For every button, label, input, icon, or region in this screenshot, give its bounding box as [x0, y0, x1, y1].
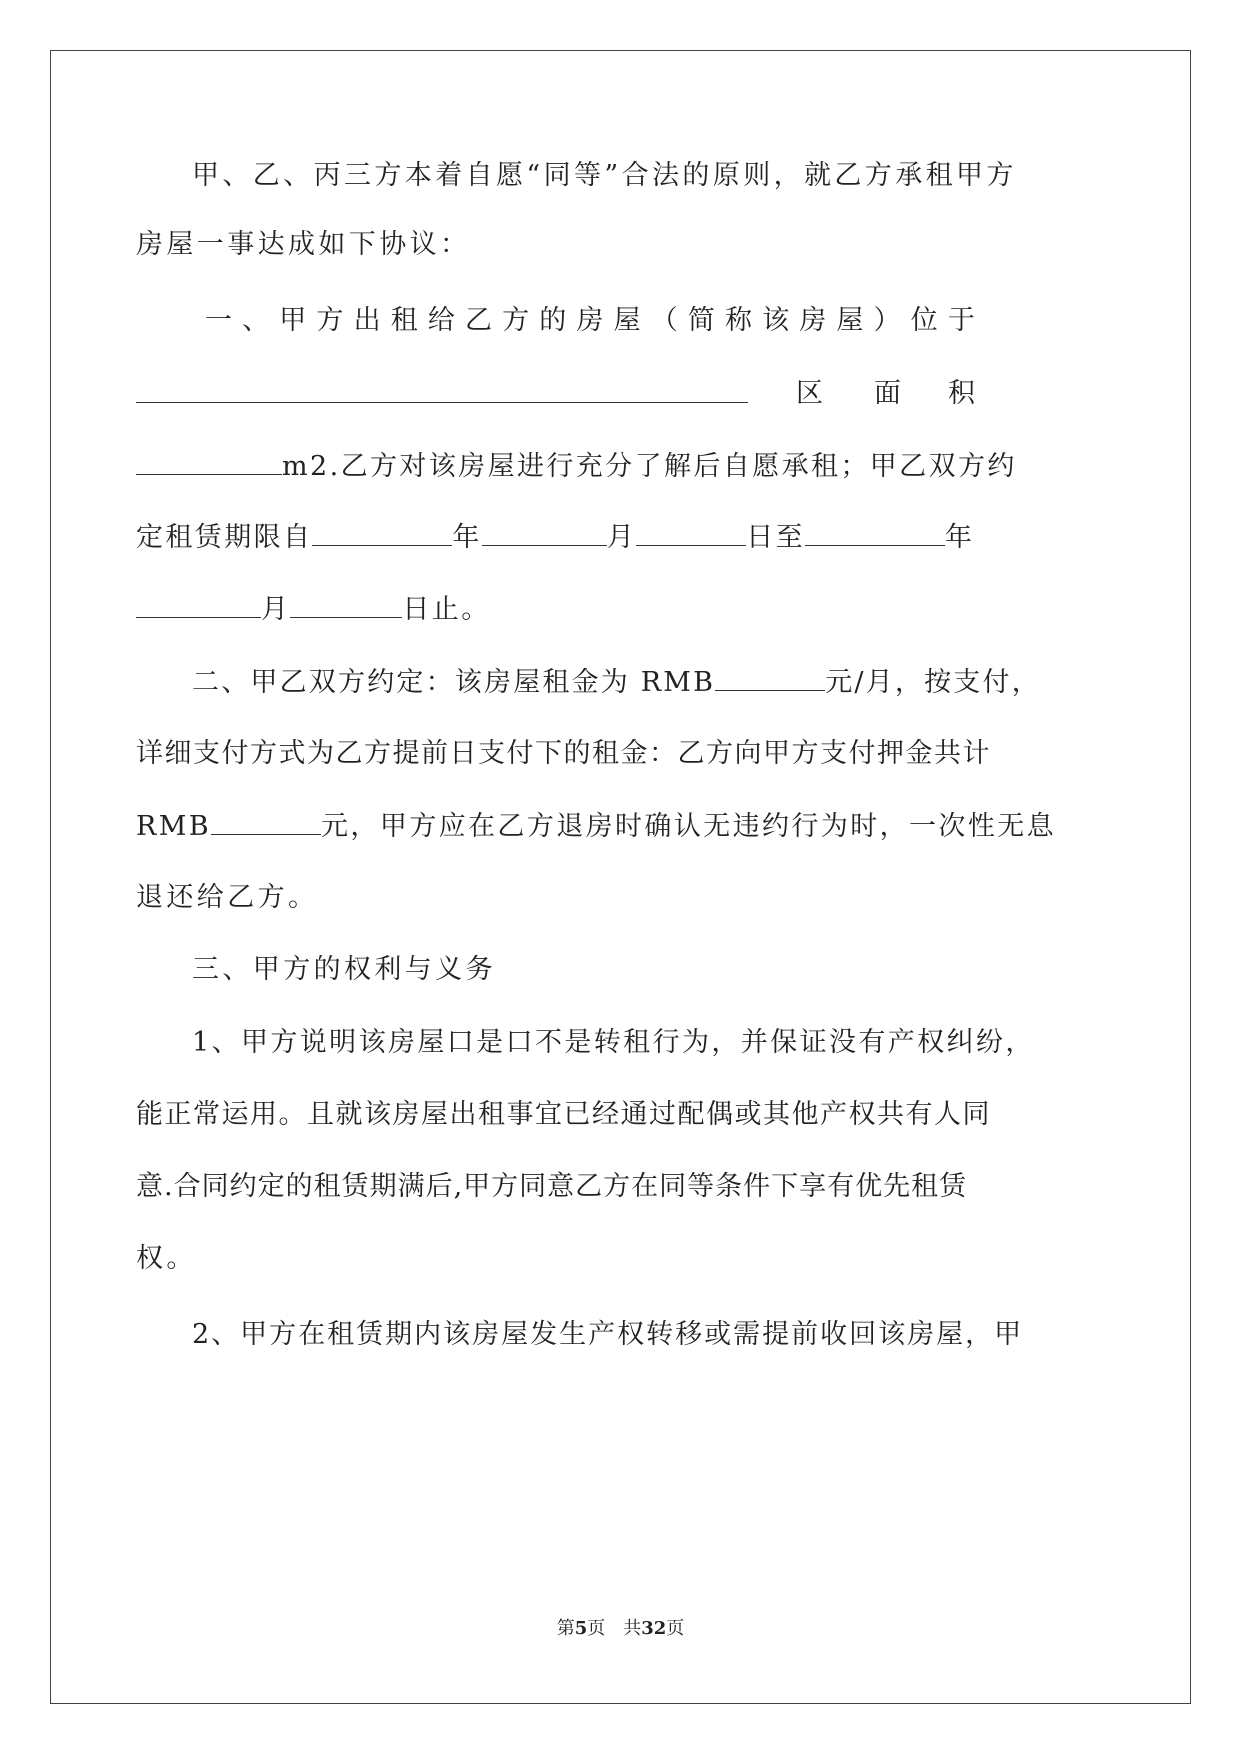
end-year-blank [805, 519, 945, 546]
start-year-blank [312, 519, 452, 546]
rent-label: 二、甲乙双方约定：该房屋租金为 RMB [192, 667, 716, 698]
paragraph-2-line-1-char: 方 [502, 305, 530, 336]
page-footer [0, 1614, 1241, 1640]
footer-prefix: 第 [556, 1618, 575, 1639]
paragraph-2-line-1-char: 的 [539, 305, 567, 336]
paragraph-2-line-1-char: 一 [205, 305, 232, 336]
paragraph-2-line-1-char: 甲 [279, 305, 307, 336]
paragraph-2-line-1-char: 出 [353, 305, 381, 336]
paragraph-2-line-1-char: ） [873, 305, 901, 336]
day-to-label: 日至 [746, 522, 806, 553]
section-heading-3: 三、甲方的权利与义务 [192, 954, 496, 985]
end-month-blank [136, 591, 261, 618]
paragraph-1-line-1: 甲、乙、丙三方本着自愿“同等”合法的原则，就乙方承租甲方 [192, 160, 1017, 191]
month-label-2: 月 [261, 594, 291, 625]
year-label: 年 [452, 522, 482, 553]
paragraph-2-line-4 [136, 519, 974, 555]
paragraph-2-line-1-char: 简 [687, 305, 715, 336]
paragraph-5-line-3: 意.合同约定的租赁期满后,甲方同意乙方在同等条件下享有优先租赁 [136, 1171, 968, 1202]
paragraph-3-line-2: 详细支付方式为乙方提前日支付下的租金：乙方向甲方支付押金共计 [136, 738, 991, 769]
footer-middle: 页 共 [587, 1618, 642, 1639]
year-label-2: 年 [945, 522, 975, 553]
month-label: 月 [606, 522, 637, 553]
paragraph-2-line-1-char: 称 [724, 305, 752, 336]
deposit-text: 元，甲方应在乙方退房时确认无违约行为时，一次性无息 [321, 811, 1057, 842]
paragraph-2-line-1-char: 该 [762, 305, 790, 336]
paragraph-2-line-1-char: 房 [576, 305, 604, 336]
paragraph-3-line-1 [192, 664, 1041, 700]
end-day-blank [290, 591, 402, 618]
paragraph-1-line-2: 房屋一事达成如下协议： [136, 229, 471, 260]
rent-unit-text: 元/月，按支付， [825, 667, 1041, 698]
paragraph-3-line-4: 退还给乙方。 [136, 882, 319, 913]
paragraph-2-line-1 [205, 303, 975, 339]
start-day-blank [636, 519, 746, 546]
paragraph-2-line-5 [136, 591, 491, 627]
current-page-number: 5 [574, 1618, 588, 1639]
paragraph-2-line-1-char: 房 [799, 305, 827, 336]
area-blank [136, 448, 282, 475]
rent-amount-blank [715, 664, 825, 691]
paragraph-2-line-3-text: m2.乙方对该房屋进行充分了解后自愿承租；甲乙双方约 [282, 451, 1017, 482]
start-month-blank [482, 519, 607, 546]
paragraph-2-line-1-char: 位 [910, 305, 938, 336]
paragraph-2-line-1-char: 、 [242, 305, 270, 336]
paragraph-2-line-3 [136, 448, 1017, 484]
paragraph-5-line-4: 权。 [136, 1243, 197, 1274]
deposit-currency-label: RMB [136, 811, 212, 842]
page-border [50, 50, 1191, 1704]
deposit-amount-blank [211, 808, 321, 835]
paragraph-5-line-1: 1、甲方说明该房屋口是口不是转租行为，并保证没有产权纠纷， [192, 1027, 1035, 1058]
paragraph-6-line-1: 2、甲方在租赁期内该房屋发生产权转移或需提前收回该房屋，甲 [192, 1319, 1024, 1350]
paragraph-2-line-1-char: （ [650, 305, 678, 336]
footer-suffix: 页 [666, 1618, 685, 1639]
district-label: 区 [796, 378, 823, 409]
paragraph-5-line-2: 能正常运用。且就该房屋出租事宜已经通过配偶或其他产权共有人同 [136, 1099, 991, 1130]
location-blank [136, 376, 748, 403]
lease-term-from-label: 定租赁期限自 [136, 522, 313, 553]
total-pages-number: 32 [641, 1618, 667, 1639]
area-label-1: 面 [874, 378, 901, 409]
paragraph-2-line-1-char: 方 [316, 305, 344, 336]
paragraph-2-line-1-char: 屋 [613, 305, 641, 336]
paragraph-2-line-2 [136, 376, 976, 412]
paragraph-2-line-1-char: 于 [947, 305, 975, 336]
paragraph-2-line-1-char: 屋 [836, 305, 864, 336]
paragraph-2-line-1-char: 给 [427, 305, 455, 336]
paragraph-3-line-3 [136, 808, 1056, 844]
area-label-2: 积 [948, 378, 975, 409]
paragraph-2-line-1-char: 乙 [464, 305, 492, 336]
day-end-label: 日止。 [402, 594, 491, 625]
paragraph-2-line-1-char: 租 [390, 305, 418, 336]
